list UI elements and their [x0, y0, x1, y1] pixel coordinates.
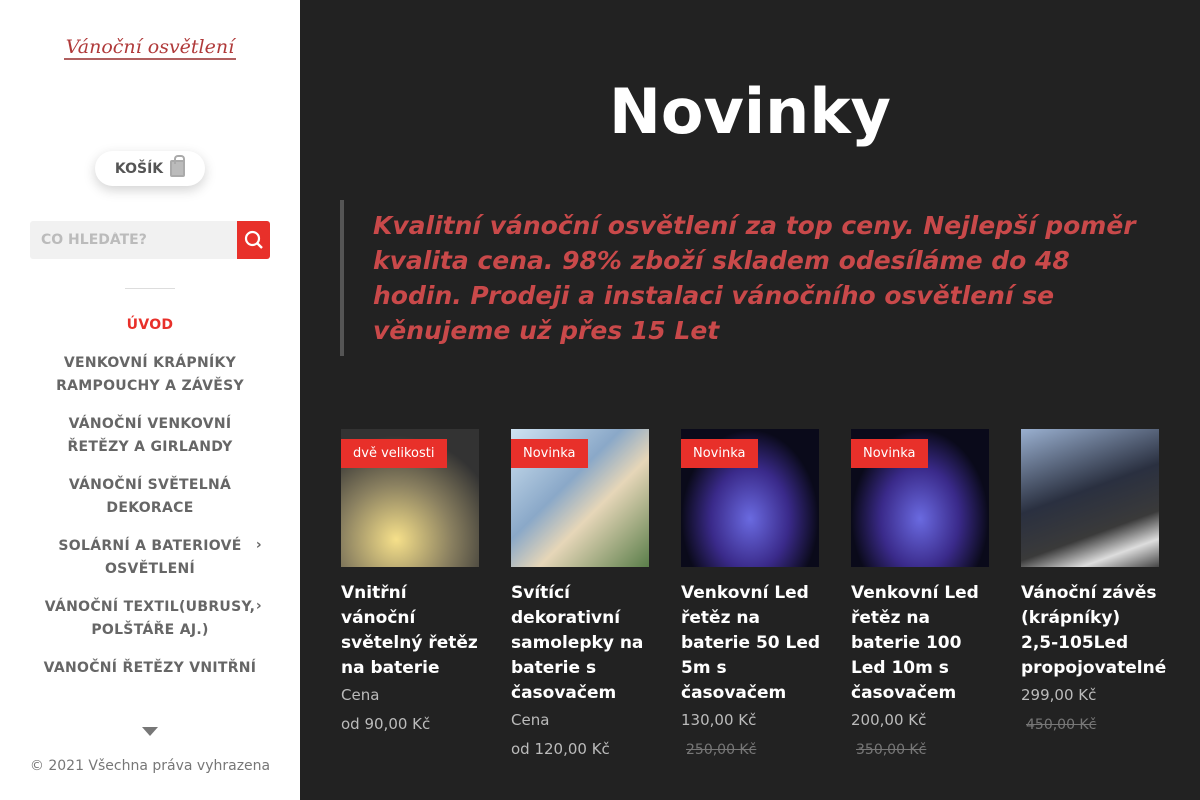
- product-badge: Novinka: [851, 439, 928, 468]
- nav-item-textil[interactable]: [40, 595, 260, 656]
- nav-item-dekorace[interactable]: VÁNOČNÍ SVĚTELNÁ DEKORACE: [68, 477, 232, 516]
- product-name[interactable]: Vánoční závěs (krápníky) 2,5-105Led propojovatelné: [1021, 583, 1167, 678]
- cart-label: KOŠÍK: [114, 160, 164, 177]
- product-name[interactable]: Svítící dekorativní samolepky na baterie s časovačem: [511, 583, 644, 703]
- product-image[interactable]: [1021, 429, 1159, 567]
- old-price: 250,00 Kč: [686, 742, 757, 758]
- divider: [125, 288, 175, 289]
- nav-item-uvod[interactable]: ÚVOD: [126, 317, 174, 333]
- product-card[interactable]: [511, 429, 651, 764]
- product-image[interactable]: [681, 429, 819, 567]
- product-image[interactable]: [851, 429, 989, 567]
- nav-label: SOLÁRNÍ A BATERIOVÉ OSVĚTLENÍ: [58, 538, 242, 577]
- product-name[interactable]: Vnitřní vánoční světelný řetěz na baterie: [341, 583, 478, 678]
- product-image[interactable]: [511, 429, 649, 567]
- price-label: Cena: [341, 686, 380, 704]
- product-card[interactable]: [851, 429, 991, 765]
- nav-item-vnitrni[interactable]: VANOČNÍ ŘETĚZY VNITŘNÍ: [43, 660, 257, 676]
- sidebar: [0, 0, 300, 800]
- chevron-right-icon[interactable]: ›: [255, 598, 262, 614]
- scroll-down-icon[interactable]: [142, 727, 158, 736]
- nav-label: VÁNOČNÍ TEXTIL(UBRUSY, POLŠTÁŘE AJ.): [44, 599, 256, 638]
- product-image[interactable]: [341, 429, 479, 567]
- product-price: 130,00 Kč: [681, 711, 757, 729]
- product-badge: dvě velikosti: [341, 439, 447, 468]
- nav-item-solarni[interactable]: [40, 534, 260, 595]
- page-title: Novinky: [609, 75, 891, 148]
- main-nav: [40, 313, 260, 694]
- product-price: od 90,00 Kč: [341, 715, 431, 733]
- product-name[interactable]: Venkovní Led řetěz na baterie 50 Led 5m s časovačem: [681, 583, 821, 703]
- product-card[interactable]: [341, 429, 481, 739]
- copyright: © 2021 Všechna práva vyhrazena: [29, 758, 271, 774]
- logo-text: Vánoční osvětlení: [65, 36, 235, 58]
- search-button[interactable]: [237, 221, 270, 259]
- product-name[interactable]: Venkovní Led řetěz na baterie 100 Led 10m s časovačem: [851, 583, 979, 703]
- product-price: 299,00 Kč: [1021, 686, 1097, 704]
- intro-quote: Kvalitní vánoční osvětlení za top ceny. Nejlepší poměr kvalita cena. 98% zboží skladem odesíláme do 48 hodin. Prodeji a instalaci vánočního osvětlení se věnujeme už přes 15 Let: [340, 200, 1140, 356]
- cart-button[interactable]: [95, 151, 205, 186]
- product-badge: Novinka: [681, 439, 758, 468]
- search-input[interactable]: [30, 221, 237, 259]
- product-badge: Novinka: [511, 439, 588, 468]
- product-card[interactable]: [681, 429, 821, 765]
- search-form: [30, 221, 270, 259]
- product-price: od 120,00 Kč: [511, 740, 610, 758]
- old-price: 450,00 Kč: [1026, 717, 1097, 733]
- product-price: 200,00 Kč: [851, 711, 927, 729]
- price-label: Cena: [511, 711, 550, 729]
- search-icon: [244, 230, 264, 250]
- chevron-right-icon[interactable]: ›: [255, 537, 262, 553]
- product-card[interactable]: [1021, 429, 1167, 740]
- shopping-bag-icon: [170, 160, 185, 177]
- old-price: 350,00 Kč: [856, 742, 927, 758]
- nav-item-krapniky[interactable]: VENKOVNÍ KRÁPNÍKY RAMPOUCHY A ZÁVĚSY: [56, 355, 244, 394]
- nav-item-venkovni-retezy[interactable]: VÁNOČNÍ VENKOVNÍ ŘETĚZY A GIRLANDY: [67, 416, 233, 455]
- site-logo[interactable]: [0, 36, 300, 58]
